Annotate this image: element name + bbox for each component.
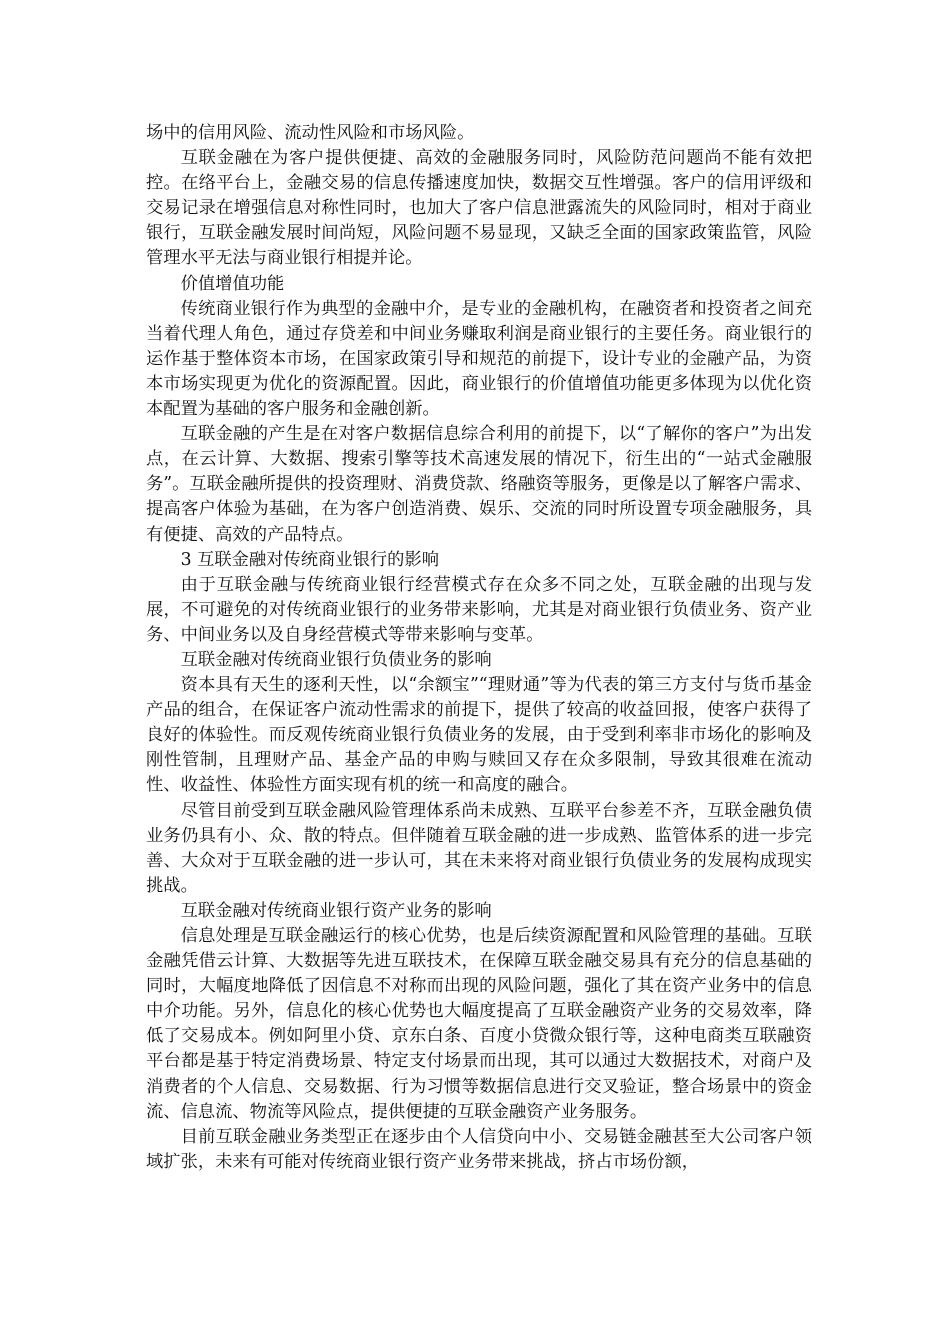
paragraph-impact-intro: 由于互联金融与传统商业银行经营模式存在众多不同之处，互联金融的出现与发展，不可避免的对传统商业银行的业务带来影响，尤其是对商业银行负债业务、资产业务、中间业务以及自身经营模式等带来影响与变革。 <box>146 574 812 645</box>
section-heading-value-added: 价值增值功能 <box>180 273 285 294</box>
paragraph-risk-control: 互联金融在为客户提供便捷、高效的金融服务同时，风险防范问题尚不能有效把控。在络平台上，金融交易的信息传播速度加快，数据交互性增强。客户的信用评级和交易记录在增强信息对称性同时，也加大了客户信息泄露流失的风险同时，相对于商业银行，互联金融发展时间尚短，风险问题不易显现，又缺乏全面的国家政策监管，风险管理水平无法与商业银行相提并论。 <box>146 148 812 269</box>
paragraph-liability-1: 资本具有天生的逐利天性，以“余额宝”“理财通”等为代表的第三方支付与货币基金产品的组合，在保证客户流动性需求的前提下，提供了较高的收益回报，使客户获得了良好的体验性。而反观传统商业银行负债业务的发展，由于受到利率非市场化的影响及刚性管制，且理财产品、基金产品的申购与赎回又存在众多限制，导致其很难在流动性、收益性、体验性方面实现有机的统一和高度的融合。 <box>146 675 812 796</box>
paragraph-internet-finance-service: 互联金融的产生是在对客户数据信息综合利用的前提下，以“了解你的客户”为出发点，在云计算、大数据、搜索引擎等技术高速发展的情况下，衍生出的“一站式金融服务”。互联金融所提供的投资理财、消费贷款、络融资等服务，更像是以了解客户需求、提高客户体验为基础，在为客户创造消费、娱乐、交流的同时所设置专项金融服务，具有便捷、高效的产品特点。 <box>146 424 812 545</box>
paragraph-liability-2: 尽管目前受到互联金融风险管理体系尚未成熟、互联平台参差不齐，互联金融负债业务仍具有小、众、散的特点。但伴随着互联金融的进一步成熟、监管体系的进一步完善、大众对于互联金融的进一步认可，其在未来将对商业银行负债业务的发展构成现实挑战。 <box>146 800 812 896</box>
paragraph-asset-2: 目前互联金融业务类型正在逐步由个人信贷向中小、交易链金融甚至大公司客户领域扩张，未来有可能对传统商业银行资产业务带来挑战，挤占市场份额， <box>146 1126 812 1172</box>
section-heading-impact: 3 互联金融对传统商业银行的影响 <box>180 549 440 570</box>
paragraph-bank-intermediary: 传统商业银行作为典型的金融中介，是专业的金融机构，在融资者和投资者之间充当着代理人角色，通过存贷差和中间业务赚取利润是商业银行的主要任务。商业银行的运作基于整体资本市场，在国家政策引导和规范的前提下，设计专业的金融产品，为资本市场实现更为优化的资源配置。因此，商业银行的价值增值功能更多体现为以优化资本配置为基础的客户服务和金融创新。 <box>146 298 812 420</box>
paragraph-continuation: 场中的信用风险、流动性风险和市场风险。 <box>146 123 475 143</box>
section-heading-asset: 互联金融对传统商业银行资产业务的影响 <box>180 900 492 921</box>
paragraph-asset-1: 信息处理是互联金融运行的核心优势，也是后续资源配置和风险管理的基础。互联金融凭借云计算、大数据等先进互联技术，在保障互联金融交易具有充分的信息基础的同时，大幅度地降低了因信息不对称而出现的风险问题，强化了其在资产业务中的信息中介功能。另外，信息化的核心优势也大幅度提高了互联金融资产业务的交易效率，降低了交易成本。例如阿里小贷、京东白条、百度小贷微众银行等，这种电商类互联融资平台都是基于特定消费场景、特定支付场景而出现，其可以通过大数据技术，对商户及消费者的个人信息、交易数据、行为习惯等数据信息进行交叉验证，整合场景中的资金流、信息流、物流等风险点，提供便捷的互联金融资产业务服务。 <box>146 926 812 1122</box>
document-body <box>146 121 812 1175</box>
section-heading-liability: 互联金融对传统商业银行负债业务的影响 <box>180 649 492 670</box>
